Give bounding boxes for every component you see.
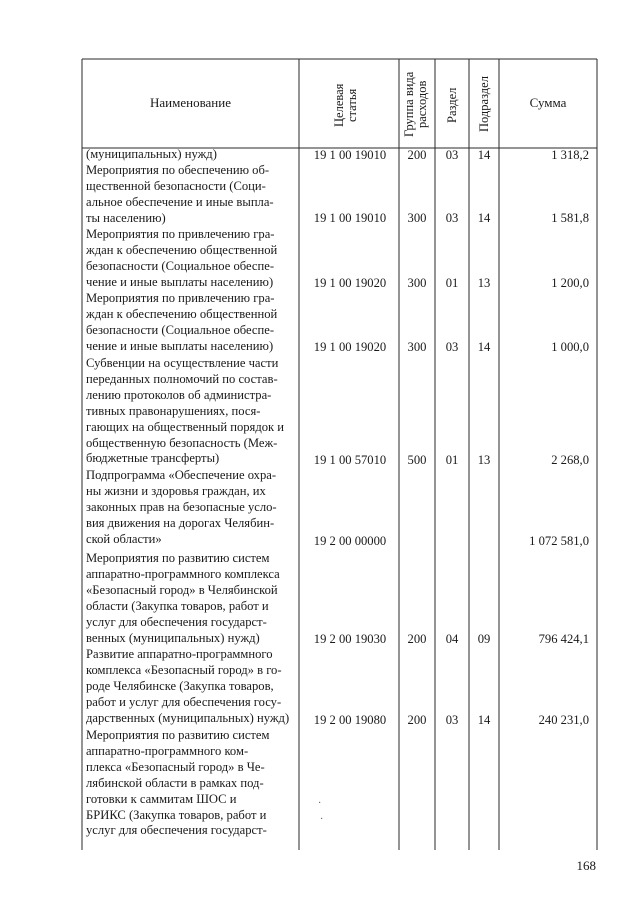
row-name [86,647,292,727]
row-sum: 796 424,1 [538,632,589,646]
row-name [86,147,292,163]
row-subsection: 14 [477,340,491,354]
row-expense-group: 500 [407,453,427,467]
row-name-line: ждан к обеспечению общественной [86,242,278,257]
row-name-line: альное обеспечение и иные выпла- [86,194,274,209]
row-name-line: тивных правонарушениях, пося- [86,403,261,418]
row-name-line: услуг для обеспечения государст- [86,823,267,838]
row-name-line: Субвенции на осуществление части [86,356,279,370]
row-name-line: области (Закупка товаров, работ и [86,598,269,613]
row-name [86,356,292,467]
row-sum: 1 318,2 [551,148,589,162]
row-sum: 2 268,0 [551,453,589,467]
row-name-line: безопасности (Социальное обеспе- [86,322,275,337]
row-name-line: плекса «Безопасный город» в Че- [86,759,265,774]
row-expense-group: 300 [407,340,427,354]
row-name [86,728,292,839]
row-target-code: 19 1 00 19010 [313,148,387,162]
row-section: 01 [445,276,459,290]
row-sum: 1 581,8 [551,211,589,225]
row-sum: 1 000,0 [551,340,589,354]
row-target-code: 19 1 00 19010 [313,211,387,225]
header-group-line2: расходов [415,80,429,128]
row-expense-group: 200 [407,713,427,727]
row-name-line: Мероприятия по развитию систем [86,728,270,742]
row-name-line: Мероприятия по привлечению гра- [86,291,275,305]
row-name-line: безопасности (Социальное обеспе- [86,258,275,273]
row-name-line: ны жизни и здоровья граждан, их [86,483,266,498]
row-name-line: общественную безопасность (Меж- [86,435,278,450]
header-expense-group [403,62,429,146]
row-section: 04 [445,632,459,646]
header-section: Раздел [445,87,459,123]
row-sum: 1 200,0 [551,276,589,290]
row-name [86,227,292,291]
row-name-line: комплекса «Безопасный город» в го- [86,662,282,677]
row-name-line: работ и услуг для обеспечения госу- [86,694,282,709]
row-name [86,551,292,646]
header-name: Наименование [150,95,231,110]
row-name-line: «Безопасный город» в Челябинской [86,582,278,597]
header-subsection: Подраздел [477,76,491,132]
row-section: 01 [445,453,459,467]
row-name-line: лябинской области в рамках под- [86,775,264,790]
row-subsection: 09 [477,632,491,646]
row-target-code: 19 2 00 19080 [313,713,387,727]
row-section: 03 [445,211,459,225]
row-subsection: 14 [477,148,491,162]
row-name-line: аппаратно-программного ком- [86,743,249,758]
row-target-code: 19 1 00 19020 [313,276,387,290]
row-target-code: 19 1 00 19020 [313,340,387,354]
row-target-code: 19 2 00 00000 [313,534,387,548]
row-name-line: чение и иные выплаты населению) [86,338,274,353]
page-number: 168 [576,858,596,873]
row-name-line: Мероприятия по развитию систем [86,551,270,565]
row-subsection: 13 [477,276,491,290]
row-name-line: законных прав на безопасные усло- [86,499,277,514]
header-group-line1: Группа вида [402,71,416,137]
row-name-line: венных (муниципальных) нужд) [86,630,260,645]
row-section: 03 [445,148,459,162]
row-section: 03 [445,340,459,354]
row-name-line: ждан к обеспечению общественной [86,306,278,321]
header-target-line1: Целевая [332,83,346,127]
scan-speck: · [318,798,322,809]
row-name-line: переданных полномочий по состав- [86,371,278,386]
row-name-line: щественной безопасности (Соци- [86,178,266,193]
row-name-line: ской области» [86,531,162,546]
row-name-line: ты населению) [86,210,166,225]
header-target-line2: статья [345,88,359,122]
row-expense-group: 300 [407,276,427,290]
row-name-line: вия движения на дорогах Челябин- [86,515,275,530]
row-target-code: 19 2 00 19030 [313,632,387,646]
row-name [86,291,292,355]
row-name-line: роде Челябинске (Закупка товаров, [86,678,274,693]
row-name-line: гающих на общественный порядок и [86,419,285,434]
row-name-line: Подпрограмма «Обеспечение охра- [86,468,277,482]
row-name [86,163,292,227]
row-name-line: аппаратно-программного комплекса [86,566,280,581]
row-name-line: (муниципальных) нужд) [86,147,217,161]
header-sum: Сумма [529,95,567,110]
row-expense-group: 200 [407,148,427,162]
scan-speck: · [320,814,324,825]
row-subsection: 14 [477,713,491,727]
row-name-line: БРИКС (Закупка товаров, работ и [86,807,267,822]
row-subsection: 14 [477,211,491,225]
row-name-line: готовки к саммитам ШОС и [86,791,237,806]
row-name-line: Мероприятия по обеспечению об- [86,163,270,177]
row-name-line: дарственных (муниципальных) нужд) [86,710,290,725]
row-sum: 1 072 581,0 [529,534,589,548]
row-name-line: бюджетные трансферты) [86,451,220,466]
row-name-line: Развитие аппаратно-программного [86,647,273,661]
row-expense-group: 300 [407,211,427,225]
row-section: 03 [445,713,459,727]
row-expense-group: 200 [407,632,427,646]
row-subsection: 13 [477,453,491,467]
row-name-line: лению протоколов об администра- [86,387,272,402]
row-name-line: услуг для обеспечения государст- [86,614,267,629]
row-name-line: чение и иные выплаты населению) [86,274,274,289]
header-target-article [333,70,359,140]
row-target-code: 19 1 00 57010 [313,453,387,467]
row-name-line: Мероприятия по привлечению гра- [86,227,275,241]
row-name [86,468,292,548]
row-sum: 240 231,0 [538,713,589,727]
